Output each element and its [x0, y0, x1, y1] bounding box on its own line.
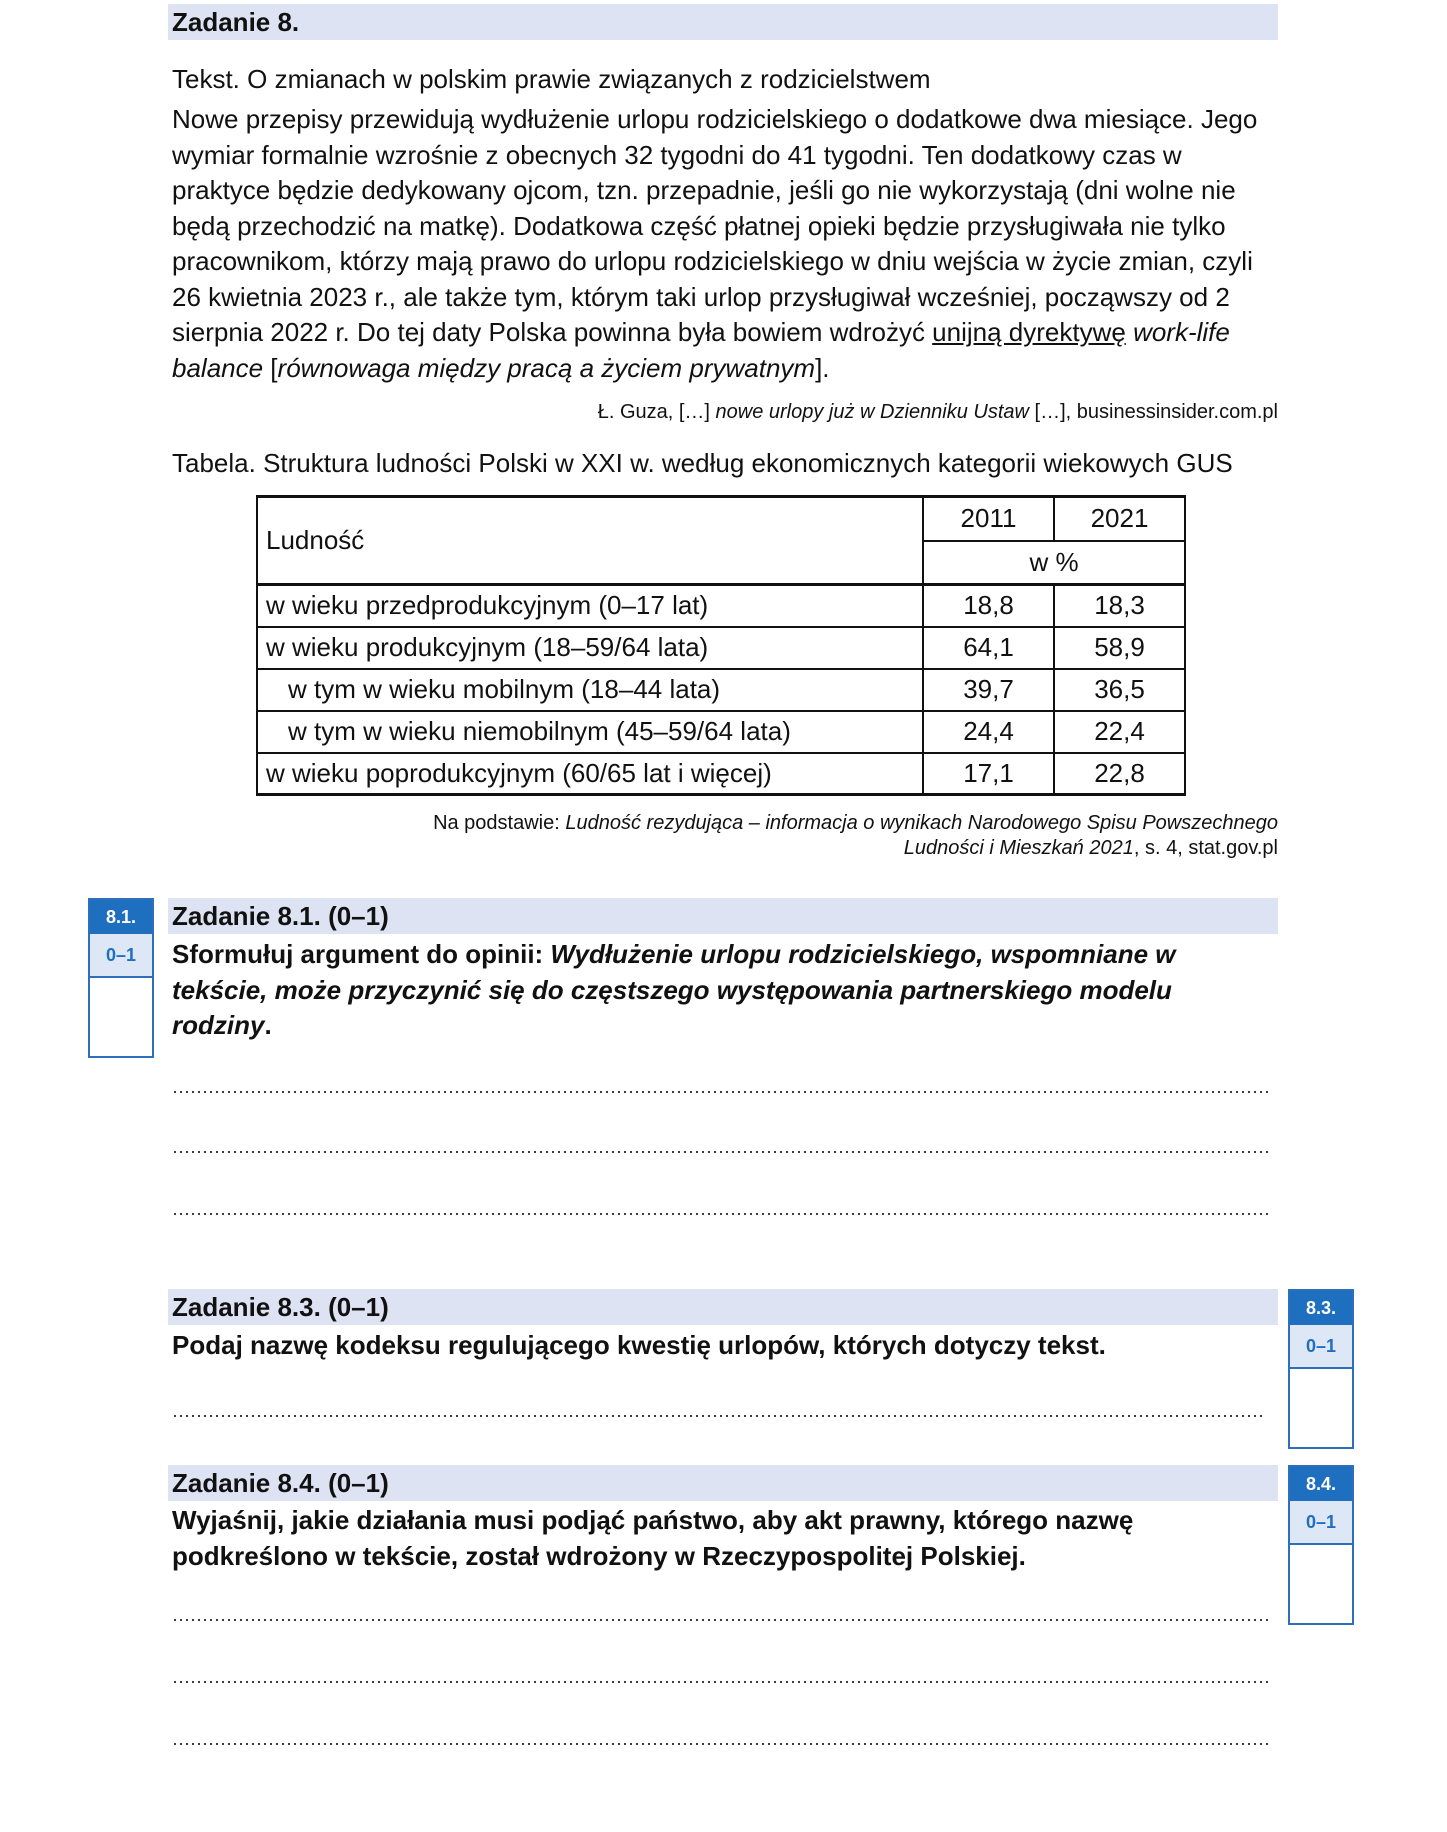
score-box-8-3 [1288, 1289, 1354, 1449]
answer-line[interactable] [172, 1414, 1264, 1418]
table-row: w tym w wieku niemobilnym (45–59/64 lata) 24,4 22,4 [257, 711, 1185, 753]
table-row: w tym w wieku mobilnym (18–44 lata) 39,7 36,5 [257, 669, 1185, 711]
score-box-8-4 [1288, 1465, 1354, 1625]
answer-line[interactable] [172, 1742, 1272, 1746]
text-citation: Ł. Guza, […] nowe urlopy już w Dzienniku Ustaw […], businessinsider.com.pl [597, 401, 1278, 423]
task-8-4-instruction: Wyjaśnij, jakie działania musi podjąć państwo, aby akt prawny, którego nazwę podkreślono w tekście, został wdrożony w Rzeczypospolitej Polskiej. [172, 1505, 1134, 1571]
table-caption: Tabela. Struktura ludności Polski w XXI w. według ekonomicznych kategorii wiekowych GUS [172, 448, 1233, 478]
table-row: w wieku poprodukcyjnym (60/65 lat i więcej) 17,1 22,8 [257, 753, 1185, 795]
score-box-points: 0–1 [90, 934, 152, 978]
task-8-3-title: Zadanie 8.3. (0–1) [168, 1289, 1278, 1325]
answer-line[interactable] [172, 1618, 1272, 1622]
task-8-title: Zadanie 8. [168, 4, 1278, 40]
score-box-number: 8.3. [1290, 1291, 1352, 1325]
table-unit: w % [923, 541, 1185, 585]
source-paragraph: Nowe przepisy przewidują wydłużenie urlopu rodzicielskiego o dodatkowe dwa miesiące. Jego wymiar formalnie wzrośnie z obecnych 32 tygodni do 41 tygodni. Ten dodatkowy czas w praktyce będzie dedykowany ojcom, tzn. przepadnie, jeśli go nie wykorzystają (dni wolne nie będą przechodzić na matkę). Dodatkowa część płatnej opieki będzie przysługiwała nie tylko pracownikom, którzy mają prawo do urlopu rodzicielskiego w dniu wejścia w życie zmian, czyli 26 kwietnia 2023 r., ale także tym, którym taki urlop przysługiwał wcześniej, począwszy od 2 sierpnia 2022 r. Do tej daty Polska powinna była bowiem wdrożyć unijną dyrektywę work-life balance [równowaga między pracą a życiem prywatnym]. [172, 104, 1258, 383]
table-year-2021: 2021 [1054, 497, 1185, 541]
paragraph-text: Nowe przepisy przewidują wydłużenie urlopu rodzicielskiego o dodatkowe dwa miesiące. Jego wymiar formalnie wzrośnie z obecnych 32 tygodni do 41 tygodni. Ten dodatkowy czas w praktyce będzie dedykowany ojcom, tzn. przepadnie, jeśli go nie wykorzystają (dni wolne nie będą przechodzić na matkę). Dodatkowa część płatnej opieki będzie przysługiwała nie tylko pracownikom, którzy mają prawo do urlopu rodzicielskiego w dniu wejścia w życie zmian, czyli 26 kwietnia 2023 r., ale także tym, którym taki urlop przysługiwał wcześniej, począwszy od 2 sierpnia 2022 r. Do tej daty Polska powinna była bowiem wdrożyć [172, 104, 1258, 347]
score-box-points: 0–1 [1290, 1501, 1352, 1545]
source-text-title: Tekst. O zmianach w polskim prawie związanych z rodzicielstwem [172, 64, 931, 94]
paragraph-italic-en: work-life balance [172, 317, 1230, 383]
answer-line[interactable] [172, 1150, 1272, 1154]
paragraph-italic-pl: równowaga między pracą a życiem prywatnym [277, 352, 816, 383]
score-box-8-1 [88, 898, 154, 1058]
answer-line[interactable] [172, 1090, 1272, 1094]
underlined-act-name: unijną dyrektywę [932, 317, 1126, 347]
population-table [256, 495, 1186, 796]
score-box-points: 0–1 [1290, 1325, 1352, 1369]
task-8-3-instruction: Podaj nazwę kodeksu regulującego kwestię urlopów, których dotyczy tekst. [172, 1330, 1106, 1360]
table-row: w wieku produkcyjnym (18–59/64 lata) 64,1 58,9 [257, 627, 1185, 669]
table-year-2011: 2011 [923, 497, 1054, 541]
task-8-1-instruction: Sformułuj argument do opinii: Wydłużenie urlopu rodzicielskiego, wspomniane w tekście, może przyczynić się do częstszego występowania partnerskiego modelu rodziny. [172, 939, 1176, 1040]
answer-line[interactable] [172, 1212, 1272, 1216]
table-header-label: Ludność [257, 497, 923, 585]
task-8-4-title: Zadanie 8.4. (0–1) [168, 1465, 1278, 1501]
score-box-number: 8.4. [1290, 1467, 1352, 1501]
table-row: w wieku przedprodukcyjnym (0–17 lat) 18,8 18,3 [257, 585, 1185, 627]
task-8-1-title: Zadanie 8.1. (0–1) [168, 898, 1278, 934]
table-source: Na podstawie: Ludność rezydująca – informacja o wynikach Narodowego Spisu Powszechnego Ludności i Mieszkań 2021, s. 4, stat.gov.pl [433, 812, 1278, 859]
answer-line[interactable] [172, 1680, 1272, 1684]
opinion-text: Wydłużenie urlopu rodzicielskiego, wspomniane w tekście, może przyczynić się do częstszego występowania partnerskiego modelu rodziny [172, 939, 1176, 1040]
score-box-number: 8.1. [90, 900, 152, 934]
